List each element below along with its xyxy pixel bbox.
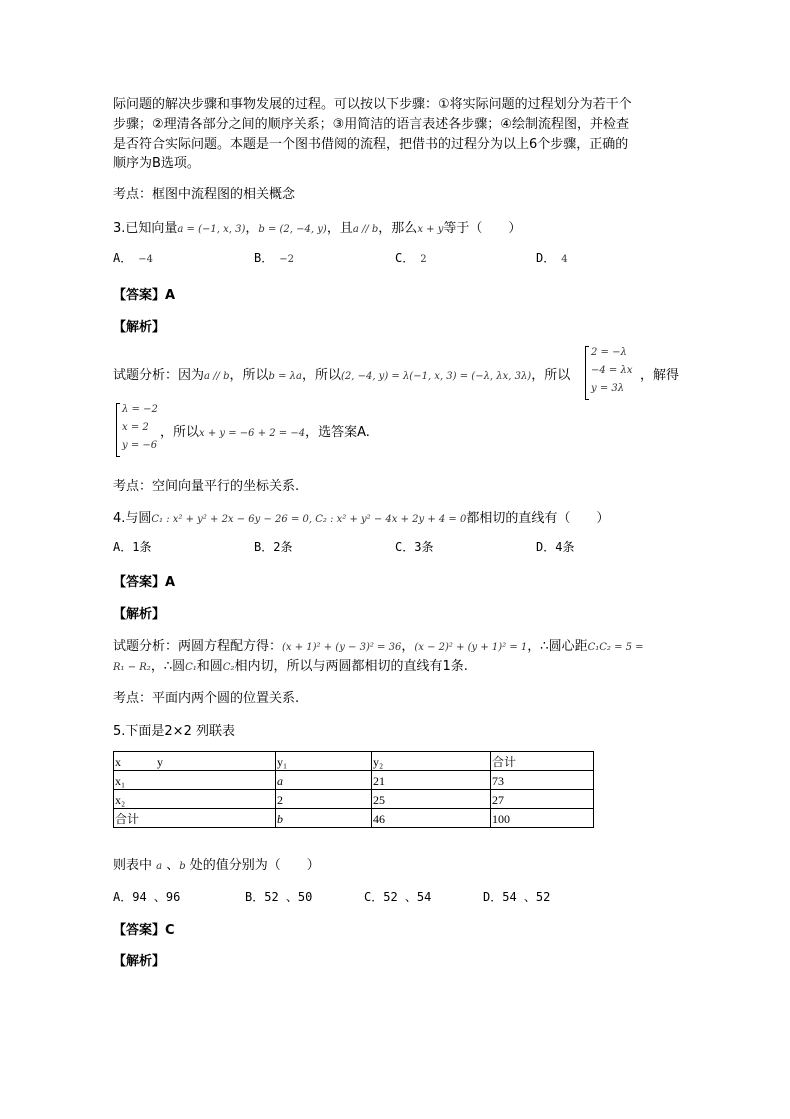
q3-option-a: A． −4 bbox=[113, 251, 153, 265]
q5-jiexi: 【解析】 bbox=[113, 954, 166, 969]
table-cell: 100 bbox=[491, 809, 594, 828]
table-cell: b bbox=[276, 809, 372, 828]
table-cell: 2 bbox=[276, 790, 372, 809]
q3-answer: 【答案】A bbox=[113, 288, 176, 303]
q4-option-b: B．2条 bbox=[254, 540, 293, 554]
q3-parallel: a // b bbox=[352, 224, 379, 235]
q3-analysis-line1: 试题分析：因为a // b，所以b = λa，所以(2, −4, y) = λ(−1, x, 3) = (−λ, λx, 3λ)，所以 bbox=[113, 368, 571, 383]
q3-option-c: C． 2 bbox=[395, 251, 427, 265]
table-cell: 21 bbox=[372, 771, 491, 790]
q3-kaodian: 考点：空间向量平行的坐标关系. bbox=[113, 479, 300, 494]
q4-analysis-line1: 试题分析：两圆方程配方得：(x + 1)² + (y − 3)² = 36，(x − 2)² + (y + 1)² = 1，∴圆心距C₁C₂ = 5 = bbox=[113, 639, 644, 654]
table-header-row bbox=[114, 752, 594, 771]
q3-sep1: ， bbox=[245, 221, 259, 236]
q5-option-d: D．54 、52 bbox=[483, 890, 551, 904]
q3-system-1: 2 = −λ −4 = λx y = 3λ bbox=[591, 347, 633, 394]
table-cell: 27 bbox=[491, 790, 594, 809]
table-cell: 25 bbox=[372, 790, 491, 809]
kaodian-1: 考点：框图中流程图的相关概念 bbox=[113, 187, 296, 202]
q3-brace-2 bbox=[116, 403, 120, 457]
intro-line-2: 步骤；②理清各部分之间的顺序关系；③用简洁的语言表述各步骤；④绘制流程图，并检查 bbox=[113, 117, 629, 132]
table-row bbox=[114, 771, 594, 790]
q3-system-2: λ = −2 x = 2 y = −6 bbox=[122, 404, 158, 451]
q3-option-d: D． 4 bbox=[536, 251, 568, 265]
q3-mid: ，且 bbox=[326, 221, 353, 236]
table-cell: a bbox=[276, 771, 372, 790]
q3-mid2: ，那么 bbox=[378, 221, 418, 236]
table-cell: 合计 bbox=[491, 752, 594, 771]
q5-option-a: A．94 、96 bbox=[113, 890, 181, 904]
q3-jiexi: 【解析】 bbox=[113, 320, 166, 335]
q4-option-d: D．4条 bbox=[536, 540, 575, 554]
q5-title: 5.下面是2×2 列联表 bbox=[113, 724, 235, 739]
table-cell: y₁ bbox=[276, 752, 372, 771]
table-cell: 合计 bbox=[114, 809, 276, 828]
table-row bbox=[114, 790, 594, 809]
q4-option-a: A．1条 bbox=[113, 540, 152, 554]
q5-question: 则表中 a 、b 处的值分别为（ ） bbox=[113, 858, 320, 873]
q4-analysis-line2: R₁ − R₂，∴圆C₁和圆C₂相内切，所以与两圆都相切的直线有1条. bbox=[113, 659, 468, 674]
q3-brace-1 bbox=[585, 346, 589, 400]
q4-stem: 4.与圆C₁ : x² + y² + 2x − 6y − 26 = 0, C₂ : x² + y² − 4x + 2y + 4 = 0都相切的直线有（ ） bbox=[113, 511, 610, 526]
table-row bbox=[114, 809, 594, 828]
intro-line-3: 是否符合实际问题。本题是一个图书借阅的流程，把借书的过程分为以上6个步骤，正确的 bbox=[113, 137, 629, 152]
q3-vec-b: b = (2, −4, y) bbox=[258, 224, 327, 235]
q5-answer: 【答案】C bbox=[113, 923, 175, 938]
q5-option-b: B．52 、50 bbox=[245, 890, 313, 904]
table-cell: 46 bbox=[372, 809, 491, 828]
table-cell: x₁ bbox=[114, 771, 276, 790]
q3-vec-a: a = (−1, x, 3) bbox=[177, 224, 246, 235]
q4-option-c: C．3条 bbox=[395, 540, 434, 554]
q4-circle-equations: C₁ : x² + y² + 2x − 6y − 26 = 0, C₂ : x² + y² − 4x + 2y + 4 = 0 bbox=[151, 514, 467, 525]
q3-prefix: 3.已知向量 bbox=[113, 221, 178, 236]
q4-kaodian: 考点：平面内两个圆的位置关系. bbox=[113, 691, 300, 706]
q4-answer: 【答案】A bbox=[113, 575, 176, 590]
q4-jiexi: 【解析】 bbox=[113, 607, 166, 622]
q5-option-c: C．52 、54 bbox=[364, 890, 432, 904]
table-cell: x y bbox=[114, 752, 276, 771]
contingency-table bbox=[113, 751, 594, 828]
q3-suffix: 等于（ ） bbox=[443, 221, 522, 236]
table-cell: x₂ bbox=[114, 790, 276, 809]
table-cell: 73 bbox=[491, 771, 594, 790]
q3-option-b: B． −2 bbox=[254, 251, 294, 265]
intro-line-1: 际问题的解决步骤和事物发展的过程。可以按以下步骤：①将实际问题的过程划分为若干个 bbox=[113, 97, 632, 112]
table-cell: y₂ bbox=[372, 752, 491, 771]
intro-line-4: 顺序为B选项。 bbox=[113, 156, 200, 171]
q3-jiede: ，解得 bbox=[640, 368, 680, 383]
q3-analysis-line2: ，所以x + y = −6 + 2 = −4，选答案A. bbox=[160, 425, 370, 440]
q3-xy: x + y bbox=[417, 224, 444, 235]
q3-stem bbox=[113, 217, 521, 236]
